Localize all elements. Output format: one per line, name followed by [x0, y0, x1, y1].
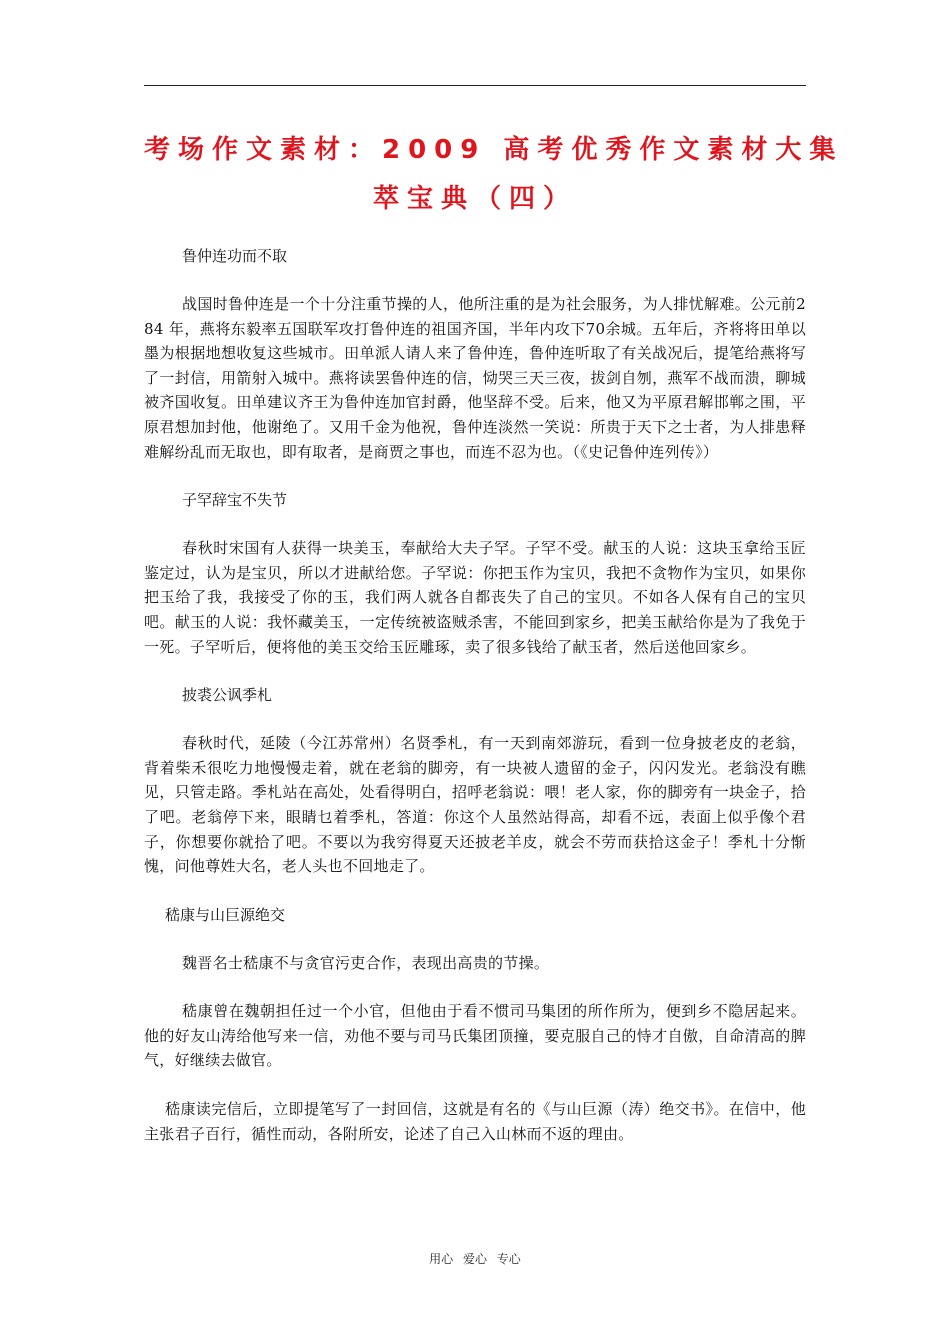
section-heading-zi-han: 子罕辞宝不失节: [182, 491, 288, 510]
section-paragraph: 春秋时代，延陵（今江苏常州）名贤季札，有一天到南郊游玩，看到一位身披老皮的老翁，背着柴禾很吃力地慢慢走着，就在老翁的脚旁，有一块被人遗留的金子，闪闪发光。老翁没有瞧见，只管走路。季札站在高处，处看得明白，招呼老翁说：喂！老人家，你的脚旁有一块金子，拾了吧。老翁停下来，眼睛乜着季札，答道：你这个人虽然站得高，却看不远，表面上似乎像个君子，你想要你就拾了吧。不要以为我穷得夏天还披老羊皮，就会不劳而获拾这金子！季札十分惭愧，问他尊姓大名，老人头也不回地走了。: [144, 734, 806, 876]
document-title-line-2: 萃宝典（四）: [372, 184, 577, 214]
header-rule: [144, 85, 806, 86]
section-paragraph: 嵇康读完信后，立即提笔写了一封回信，这就是有名的《与山巨源（涛）绝交书》。在信中，他主张君子百行，循性而动，各附所安，论述了自己入山林而不返的理由。: [144, 1100, 806, 1143]
document-body: [144, 244, 806, 1170]
section-paragraph: 春秋时宋国有人获得一块美玉，奉献给大夫子罕。子罕不受。献玉的人说：这块玉拿给玉匠鉴定过，认为是宝贝，所以才进献给您。子罕说：你把玉作为宝贝，我把不贪物作为宝贝，如果你把玉给了我，我接受了你的玉，我们两人就各自都丧失了自己的宝贝。不如各人保有自己的宝贝吧。献玉的人说：我怀藏美玉，一定传统被盗贼杀害，不能回到家乡，把美玉献给你是为了我免于一死。子罕听后，便将他的美玉交给玉匠雕琢，卖了很多钱给了献玉者，然后送他回家乡。: [144, 539, 806, 656]
section-paragraph: 战国时鲁仲连是一个十分注重节操的人，他所注重的是为社会服务，为人排忧解难。公元前284 年，燕将东毅率五国联军攻打鲁仲连的祖国齐国，半年内攻下70余城。五年后，齐将将田单以墨为根据地想收复这些城市。田单派人请人来了鲁仲连，鲁仲连听取了有关战况后，提笔给燕将写了一封信，用箭射入城中。燕将读罢鲁仲连的信，恸哭三天三夜，拔剑自刎，燕军不战而溃，聊城被齐国收复。田单建议齐王为鲁仲连加官封爵，他坚辞不受。后来，他又为平原君解邯郸之围，平原君想加封他，他谢绝了。又用千金为他祝，鲁仲连淡然一笑说：所贵于天下之士者，为人排患释难解纷乱而无取也，即有取者，是商贾之事也，而连不忍为也。（《史记鲁仲连列传》）: [144, 295, 806, 461]
section-heading-pi-qiu-gong: 披裘公讽季札: [182, 686, 273, 705]
section-heading-ji-kang: 嵇康与山巨源绝交: [165, 905, 286, 924]
section-paragraph: 魏晋名士嵇康不与贪官污吏合作，表现出高贵的节操。: [182, 953, 550, 972]
section-heading-lu-zhonglian: 鲁仲连功而不取: [182, 247, 288, 265]
document-title-line-1: 考场作文素材：2009 高考优秀作文素材大集: [144, 135, 844, 165]
page-footer: 用心 爱心 专心: [429, 1252, 521, 1266]
section-paragraph: 嵇康曾在魏朝担任过一个小官，但他由于看不惯司马集团的所作所为，便到乡不隐居起来。他的好友山涛给他写来一信，劝他不要与司马氏集团顶撞，要克服自己的恃才自傲，自命清高的脾气，好继续去做官。: [144, 1002, 806, 1070]
